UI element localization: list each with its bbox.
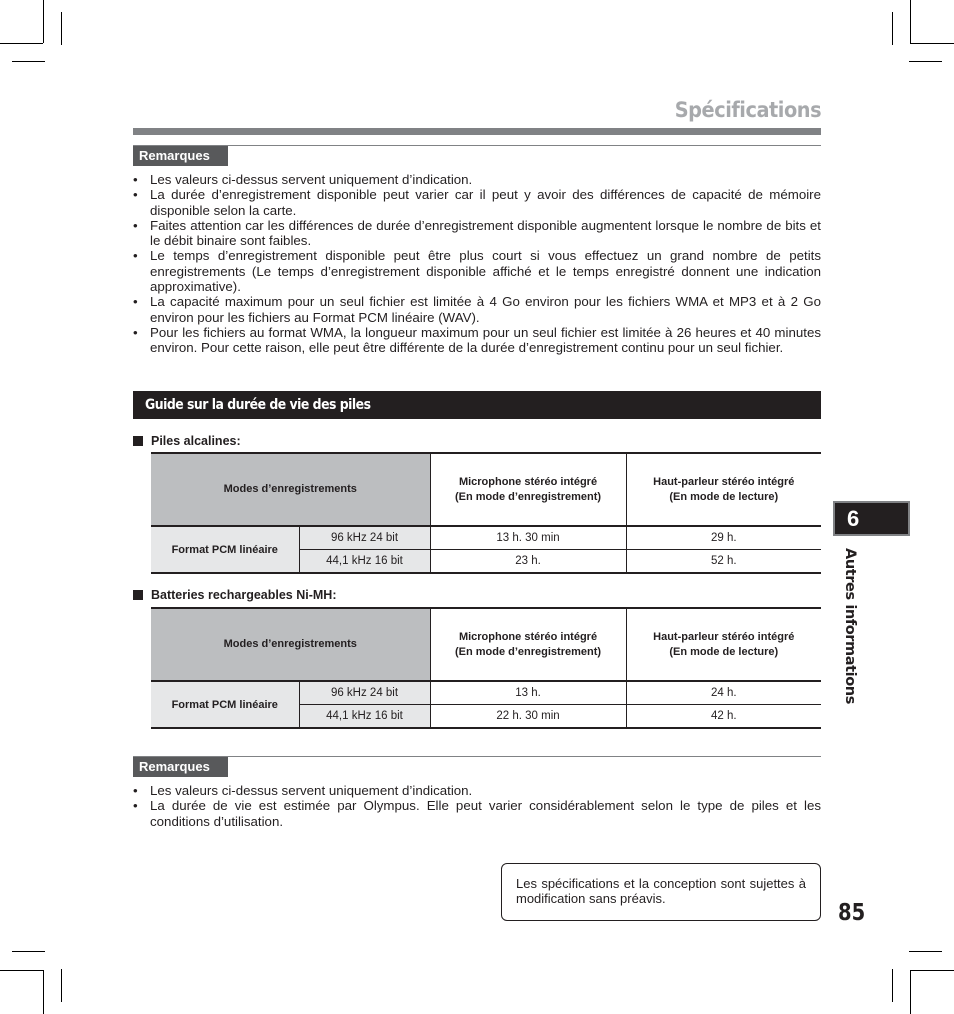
crop-mark: [43, 0, 44, 43]
square-bullet-icon: [133, 590, 143, 600]
speaker-cell: 24 h.: [626, 681, 821, 705]
header-modes: Modes d’enregistrements: [151, 608, 430, 681]
header-mic-line2: (En mode d’enregistrement): [454, 645, 602, 658]
nimh-heading-text: Batteries rechargeables Ni-MH:: [151, 588, 337, 602]
header-mic: [430, 453, 626, 526]
nimh-heading: [133, 588, 336, 602]
speaker-cell: 52 h.: [626, 550, 821, 574]
crop-mark: [910, 970, 954, 971]
alkaline-heading: [133, 434, 241, 448]
crop-mark: [0, 970, 43, 971]
format-cell: Format PCM linéaire: [151, 526, 299, 573]
header-mic-line1: Microphone stéréo intégré: [458, 475, 598, 488]
rate-cell: 44,1 kHz 16 bit: [299, 550, 430, 574]
crop-mark: [43, 970, 44, 1014]
crop-mark: [12, 951, 45, 952]
divider: [133, 756, 821, 757]
notice-box: Les spécifications et la conception sont sujettes à modification sans préavis.: [501, 863, 821, 921]
header-mic-line1: Microphone stéréo intégré: [458, 630, 598, 643]
remarks-list: [133, 172, 821, 356]
list-item: • La capacité maximum pour un seul fichier est limitée à 4 Go environ pour les fichiers WMA et MP3 et à 2 Go environ pour les fichiers au Format PCM linéaire (WAV).: [133, 294, 821, 325]
remarks-tag: Remarques: [133, 757, 228, 777]
nimh-table: [151, 607, 821, 729]
table-row: [151, 681, 821, 705]
crop-mark: [909, 61, 942, 62]
alkaline-heading-text: Piles alcalines:: [151, 434, 241, 448]
mic-cell: 23 h.: [430, 550, 626, 574]
table-header-row: [151, 453, 821, 526]
rate-cell: 96 kHz 24 bit: [299, 526, 430, 550]
list-item: • La durée de vie est estimée par Olympus. Elle peut varier considérablement selon le type de piles et les conditions d’utilisation.: [133, 798, 821, 829]
list-item: • Les valeurs ci-dessus servent uniquement d’indication.: [133, 783, 821, 798]
speaker-cell: 29 h.: [626, 526, 821, 550]
header-speaker: [626, 608, 821, 681]
title-bar: [133, 128, 821, 135]
section-header: [133, 391, 821, 419]
header-speaker-line2: (En mode de lecture): [669, 645, 779, 658]
crop-mark: [12, 61, 45, 62]
rate-cell: 44,1 kHz 16 bit: [299, 705, 430, 729]
crop-mark: [910, 970, 911, 1014]
crop-mark: [61, 969, 62, 1002]
list-item: • Les valeurs ci-dessus servent uniquement d’indication.: [133, 172, 821, 187]
crop-mark: [892, 12, 893, 45]
crop-mark: [910, 43, 954, 44]
mic-cell: 22 h. 30 min: [430, 705, 626, 729]
list-item: • Faites attention car les différences de durée d’enregistrement disponible augmentent lorsque le nombre de bits et le débit binaire sont faibles.: [133, 218, 821, 249]
crop-mark: [910, 0, 911, 43]
format-cell: Format PCM linéaire: [151, 681, 299, 728]
header-speaker: [626, 453, 821, 526]
chapter-label-text: Autres informations: [842, 548, 858, 704]
header-mic-line2: (En mode d’enregistrement): [454, 490, 602, 503]
mic-cell: 13 h.: [430, 681, 626, 705]
header-mic: [430, 608, 626, 681]
header-speaker-line2: (En mode de lecture): [669, 490, 779, 503]
remarks-tag: Remarques: [133, 146, 228, 166]
remarks-list: [133, 783, 821, 829]
list-item: • Le temps d’enregistrement disponible peut être plus court si vous effectuez un grand nombre de petits enregistrements (Le temps d’enregistrement disponible affiché et le temps enregistré donnent une indication approximative).: [133, 248, 821, 294]
crop-mark: [61, 12, 62, 45]
table-row: [151, 526, 821, 550]
list-item: • Pour les fichiers au format WMA, la longueur maximum pour un seul fichier est limitée à 26 heures et 40 minutes environ. Pour cette raison, elle peut être différente de la durée d’enregistrement continu pour un seul fichier.: [133, 325, 821, 356]
square-bullet-icon: [133, 436, 143, 446]
list-item: • La durée d’enregistrement disponible peut varier car il peut y avoir des différences de capacité de mémoire disponible selon la carte.: [133, 187, 821, 218]
chapter-label: [842, 548, 862, 704]
mic-cell: 13 h. 30 min: [430, 526, 626, 550]
page-title: Spécifications: [674, 98, 821, 122]
crop-mark: [909, 951, 942, 952]
speaker-cell: 42 h.: [626, 705, 821, 729]
divider: [133, 145, 821, 146]
header-speaker-line1: Haut-parleur stéréo intégré: [653, 630, 795, 643]
header-speaker-line1: Haut-parleur stéréo intégré: [653, 475, 795, 488]
rate-cell: 96 kHz 24 bit: [299, 681, 430, 705]
alkaline-table: [151, 452, 821, 574]
section-title: Guide sur la durée de vie des piles: [145, 397, 371, 413]
crop-mark: [892, 969, 893, 1002]
table-header-row: [151, 608, 821, 681]
chapter-number: 6: [833, 501, 910, 536]
crop-mark: [0, 43, 43, 44]
header-modes: Modes d’enregistrements: [151, 453, 430, 526]
page-number: 85: [838, 900, 866, 926]
